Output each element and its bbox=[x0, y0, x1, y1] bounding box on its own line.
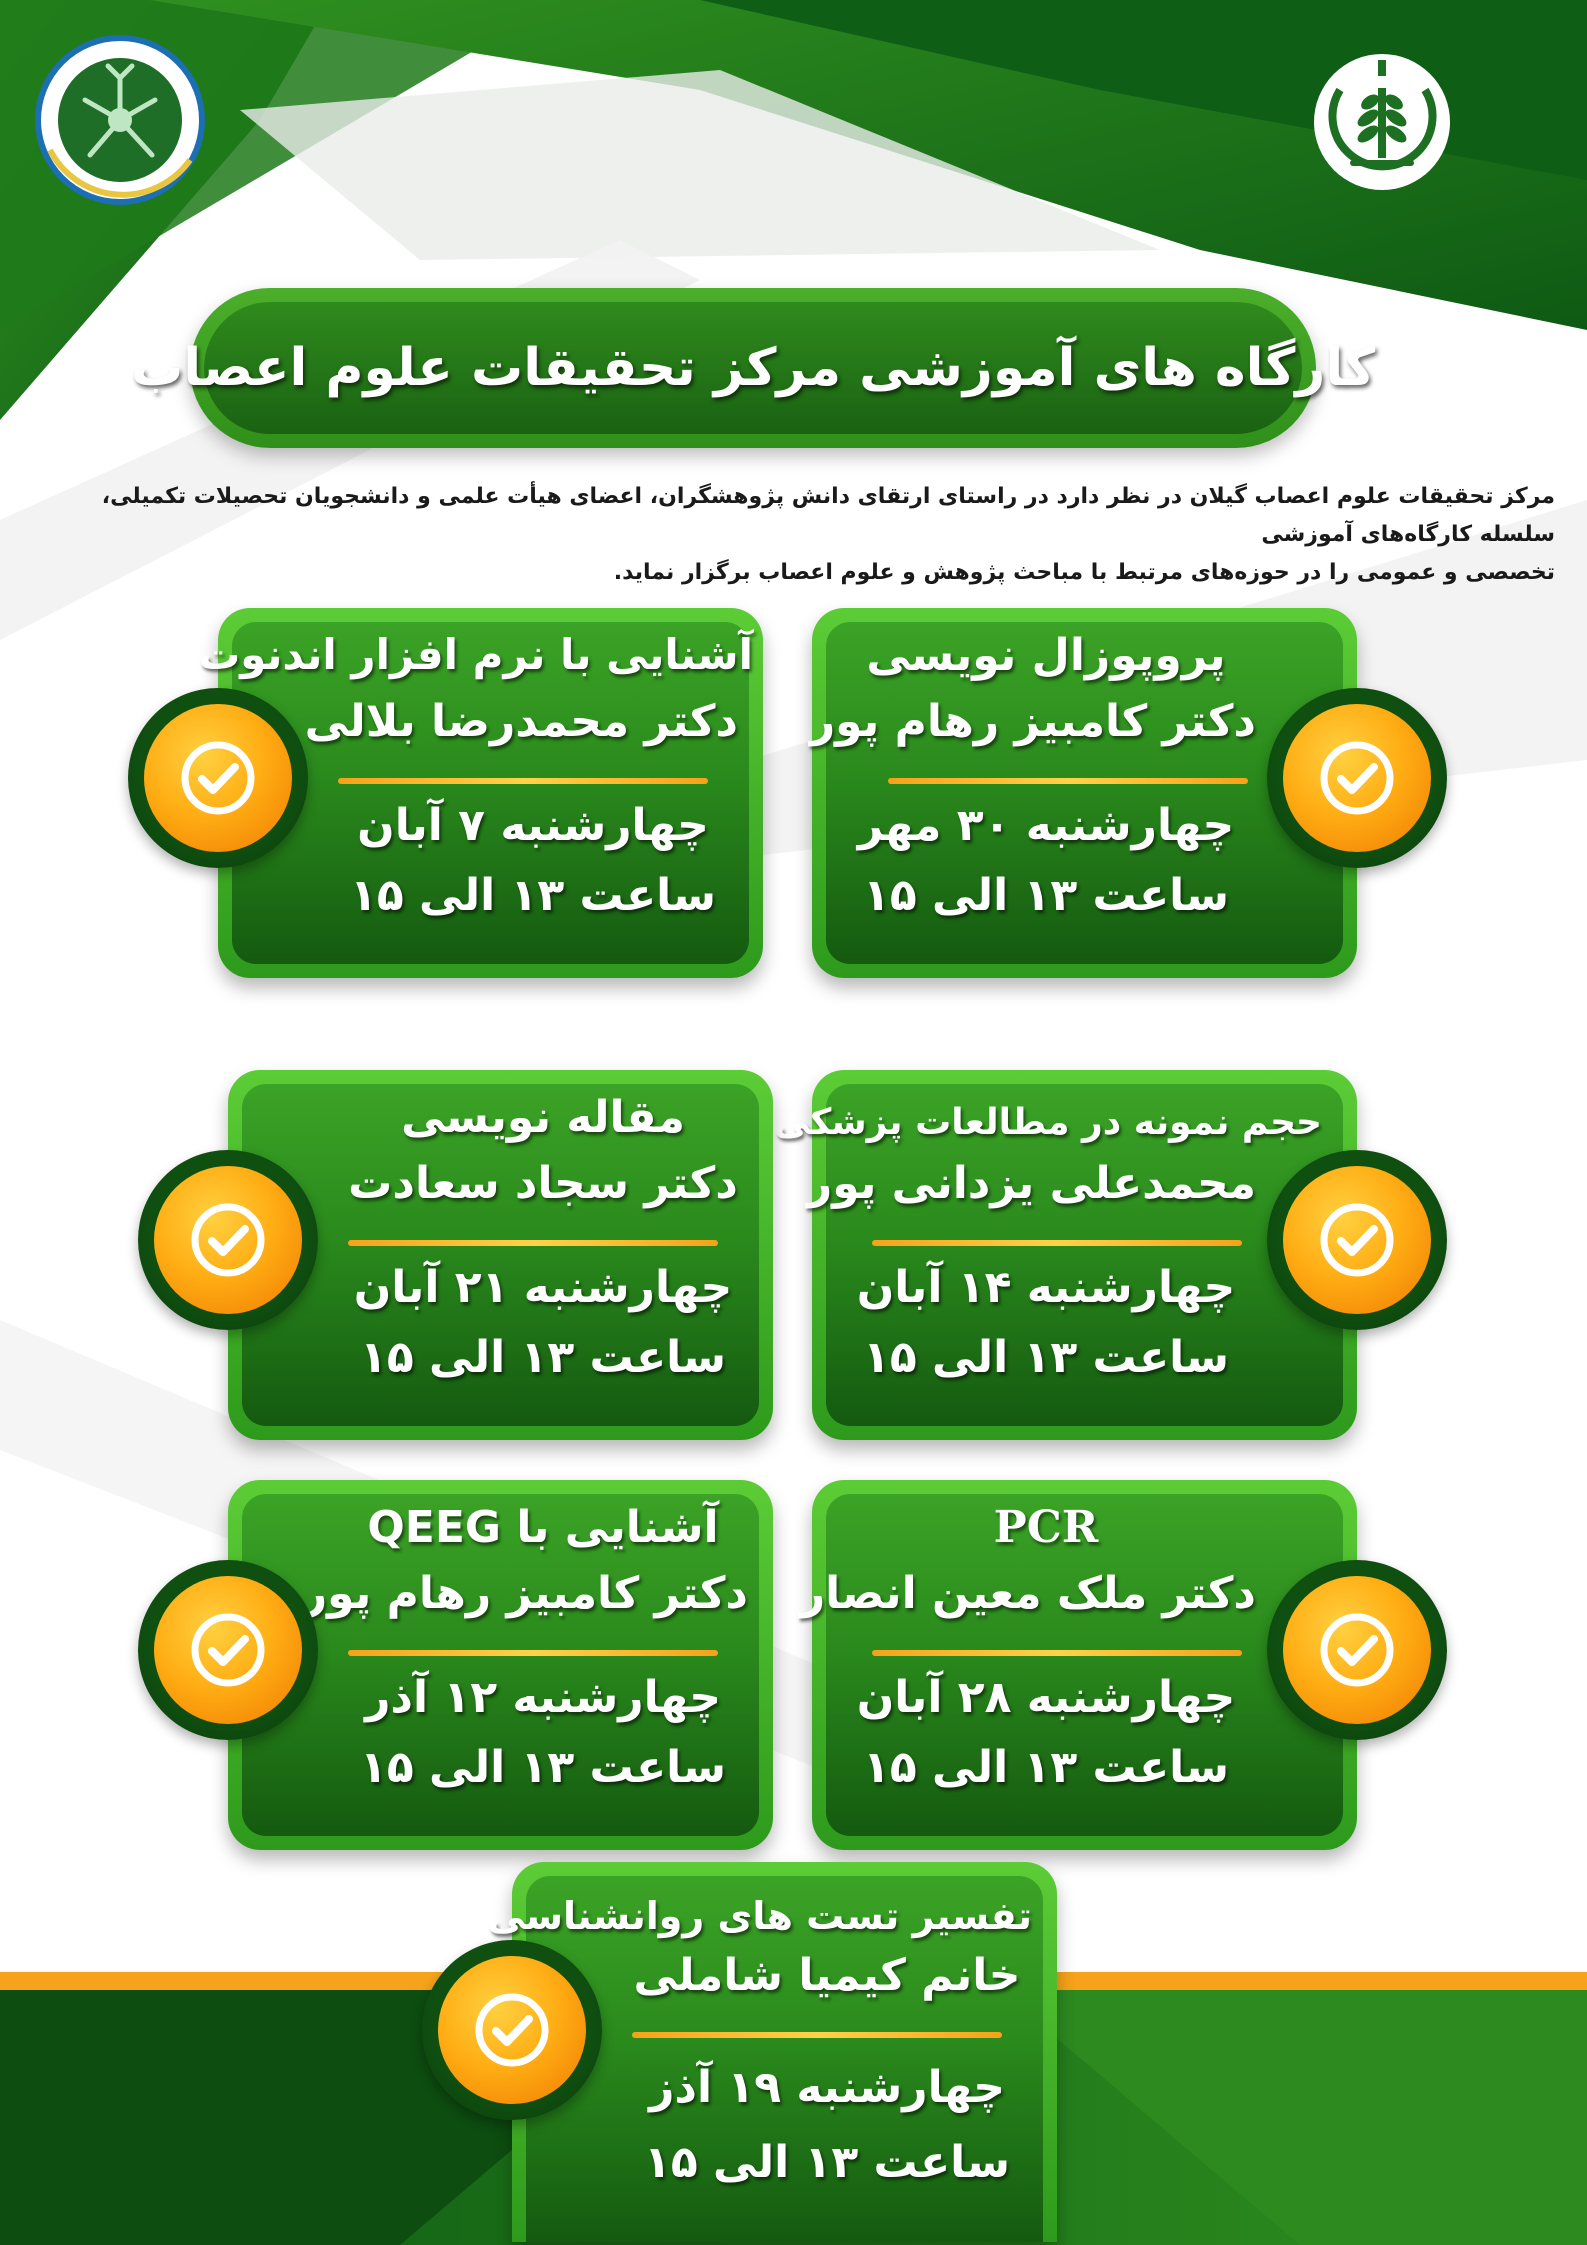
check-circle-icon bbox=[188, 1610, 268, 1690]
check-badge bbox=[128, 688, 308, 868]
workshop-title: مقاله نویسی bbox=[401, 1092, 685, 1143]
workshop-date: چهارشنبه ۲۸ آبان bbox=[856, 1672, 1236, 1723]
intro-line-2: تخصصی و عمومی را در حوزه‌های مرتبط با مباحث پژوهش و علوم اعصاب برگزار نماید. bbox=[613, 560, 1555, 585]
check-badge bbox=[422, 1940, 602, 2120]
divider-line bbox=[348, 1650, 718, 1656]
workshop-time: ساعت ۱۳ الی ۱۵ bbox=[863, 1742, 1229, 1793]
divider-line bbox=[348, 1240, 718, 1246]
workshop-card bbox=[809, 608, 1357, 978]
workshop-speaker: دکتر محمدرضا بلالی bbox=[304, 696, 738, 747]
divider-line bbox=[872, 1650, 1242, 1656]
check-circle-icon bbox=[1317, 738, 1397, 818]
workshop-date: چهارشنبه ۱۴ آبان bbox=[856, 1262, 1236, 1313]
check-badge bbox=[1267, 1150, 1447, 1330]
wheat-emblem-logo bbox=[1310, 50, 1455, 195]
divider-line bbox=[888, 778, 1248, 784]
workshop-date: چهارشنبه ۱۹ آذز bbox=[649, 2062, 1005, 2113]
check-circle-icon bbox=[188, 1200, 268, 1280]
workshop-time: ساعت ۱۳ الی ۱۵ bbox=[360, 1742, 726, 1793]
intro-line-1: مرکز تحقیقات علوم اعصاب گیلان در نظر دارد در راستای ارتقای دانش پژوهشگران، اعضای هیأت علمی و دانشجویان تحصیلات تکمیلی، سلسله کارگاه‌های آموزشی bbox=[101, 484, 1555, 547]
check-circle-icon bbox=[1317, 1200, 1397, 1280]
intro-paragraph bbox=[55, 478, 1555, 592]
workshop-card bbox=[228, 1480, 773, 1850]
title-banner-inner bbox=[130, 302, 1376, 434]
workshop-card bbox=[198, 608, 763, 978]
divider-line bbox=[872, 1240, 1242, 1246]
workshop-date: چهارشنبه ۷ آبان bbox=[357, 800, 709, 851]
divider-line bbox=[632, 2032, 1002, 2038]
workshop-speaker: دکتر کامبیز رهام پور bbox=[809, 696, 1256, 747]
check-badge bbox=[138, 1560, 318, 1740]
workshop-card bbox=[773, 1070, 1357, 1440]
divider-line bbox=[338, 778, 708, 784]
workshop-speaker: دکتر کامبیز رهام پور bbox=[301, 1568, 748, 1619]
workshop-time: ساعت ۱۳ الی ۱۵ bbox=[644, 2137, 1010, 2188]
workshop-date: چهارشنبه ۳۰ مهر bbox=[857, 800, 1235, 851]
title-banner bbox=[130, 288, 1376, 448]
workshop-date: چهارشنبه ۲۱ آبان bbox=[353, 1262, 733, 1313]
workshop-title: تفسیر تست های روانشناسی bbox=[487, 1894, 1032, 1938]
workshop-time: ساعت ۱۳ الی ۱۵ bbox=[360, 1332, 726, 1383]
workshop-title: حجم نمونه در مطالعات پزشکی bbox=[773, 1102, 1322, 1143]
workshop-title: آشنایی با QEEG bbox=[367, 1502, 719, 1553]
workshop-speaker: محمدعلی یزدانی پور bbox=[806, 1158, 1256, 1209]
workshop-time: ساعت ۱۳ الی ۱۵ bbox=[350, 870, 716, 921]
workshop-card bbox=[799, 1480, 1357, 1850]
workshop-title: آشنایی با نرم افزار اندنوت bbox=[198, 630, 753, 679]
workshop-date: چهارشنبه ۱۲ آذر bbox=[365, 1672, 721, 1723]
check-circle-icon bbox=[178, 738, 258, 818]
workshop-title: پروپوزال نویسی bbox=[866, 630, 1226, 681]
check-badge bbox=[1267, 688, 1447, 868]
page-title: کارگاه های آموزشی مرکز تحقیقات علوم اعصاب bbox=[130, 338, 1376, 398]
neuron-logo bbox=[30, 30, 210, 210]
check-circle-icon bbox=[1317, 1610, 1397, 1690]
workshop-card bbox=[487, 1862, 1057, 2242]
check-badge bbox=[138, 1150, 318, 1330]
workshop-time: ساعت ۱۳ الی ۱۵ bbox=[863, 1332, 1229, 1383]
check-badge bbox=[1267, 1560, 1447, 1740]
workshop-card bbox=[228, 1070, 773, 1440]
check-circle-icon bbox=[472, 1990, 552, 2070]
workshop-title: PCR bbox=[993, 1502, 1099, 1553]
workshop-speaker: دکتر سجاد سعادت bbox=[348, 1158, 738, 1209]
workshop-time: ساعت ۱۳ الی ۱۵ bbox=[863, 870, 1229, 921]
workshop-speaker: دکتر ملک معین انصار bbox=[799, 1568, 1256, 1619]
workshop-speaker: خانم کیمیا شاملی bbox=[633, 1950, 1021, 2001]
